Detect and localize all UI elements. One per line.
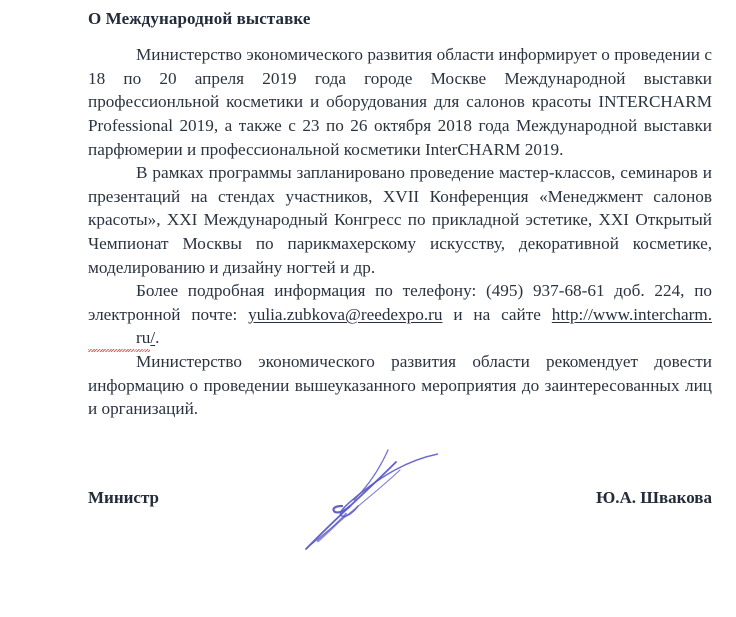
paragraph-recommendation: Министерство экономического развития области рекомендует довести информацию о проведении вышеуказанного мероприятия до заинтересованных лиц и организаций. <box>88 351 712 419</box>
paragraph-program: В рамках программы запланировано проведение мастер-классов, семинаров и презентаций на стендах участников, XVII Конференция «Менеджмент салонов красоты», XXI Международный Конгресс по прикладной эстетике, XXI Открытый Чемпионат Москвы по парикмахерскому искусству, декоративной косметике, моделированию и дизайну ногтей и др. <box>88 163 712 277</box>
signatory-name: Ю.А. Швакова <box>596 488 712 507</box>
contacts-trailing-period: . <box>155 328 160 348</box>
paragraph-contacts <box>88 279 712 350</box>
signatory-role: Министр <box>88 488 159 507</box>
paragraph-intro: Министерство экономического развития области информирует о проведении с 18 по 20 апреля 2019 года городе Москве Международной выставки профессионльной косметики и оборудования для салонов красоты INTERCHARM Professional 2019, а также с 23 по 26 октября 2018 года Международной выставки парфюмерии и профессиональной косметики InterCHARM 2019. <box>88 45 712 159</box>
document-body <box>88 8 712 421</box>
website-link-prefix: http://www.intercharm. <box>551 304 712 324</box>
contacts-middle-text: и на сайте <box>442 304 552 324</box>
page-title: О Международной выставке <box>88 9 311 28</box>
website-link-tld-misspelled: ru <box>88 326 150 350</box>
website-link-suffix: / <box>150 328 156 348</box>
contacts-lead-text: Более подробная информация по телефону: (495) 937-68-61 доб. 224, по электронной почте: <box>88 281 712 324</box>
signature-block <box>88 488 712 508</box>
email-link[interactable]: yulia.zubkova@reedexpo.ru <box>248 304 443 324</box>
